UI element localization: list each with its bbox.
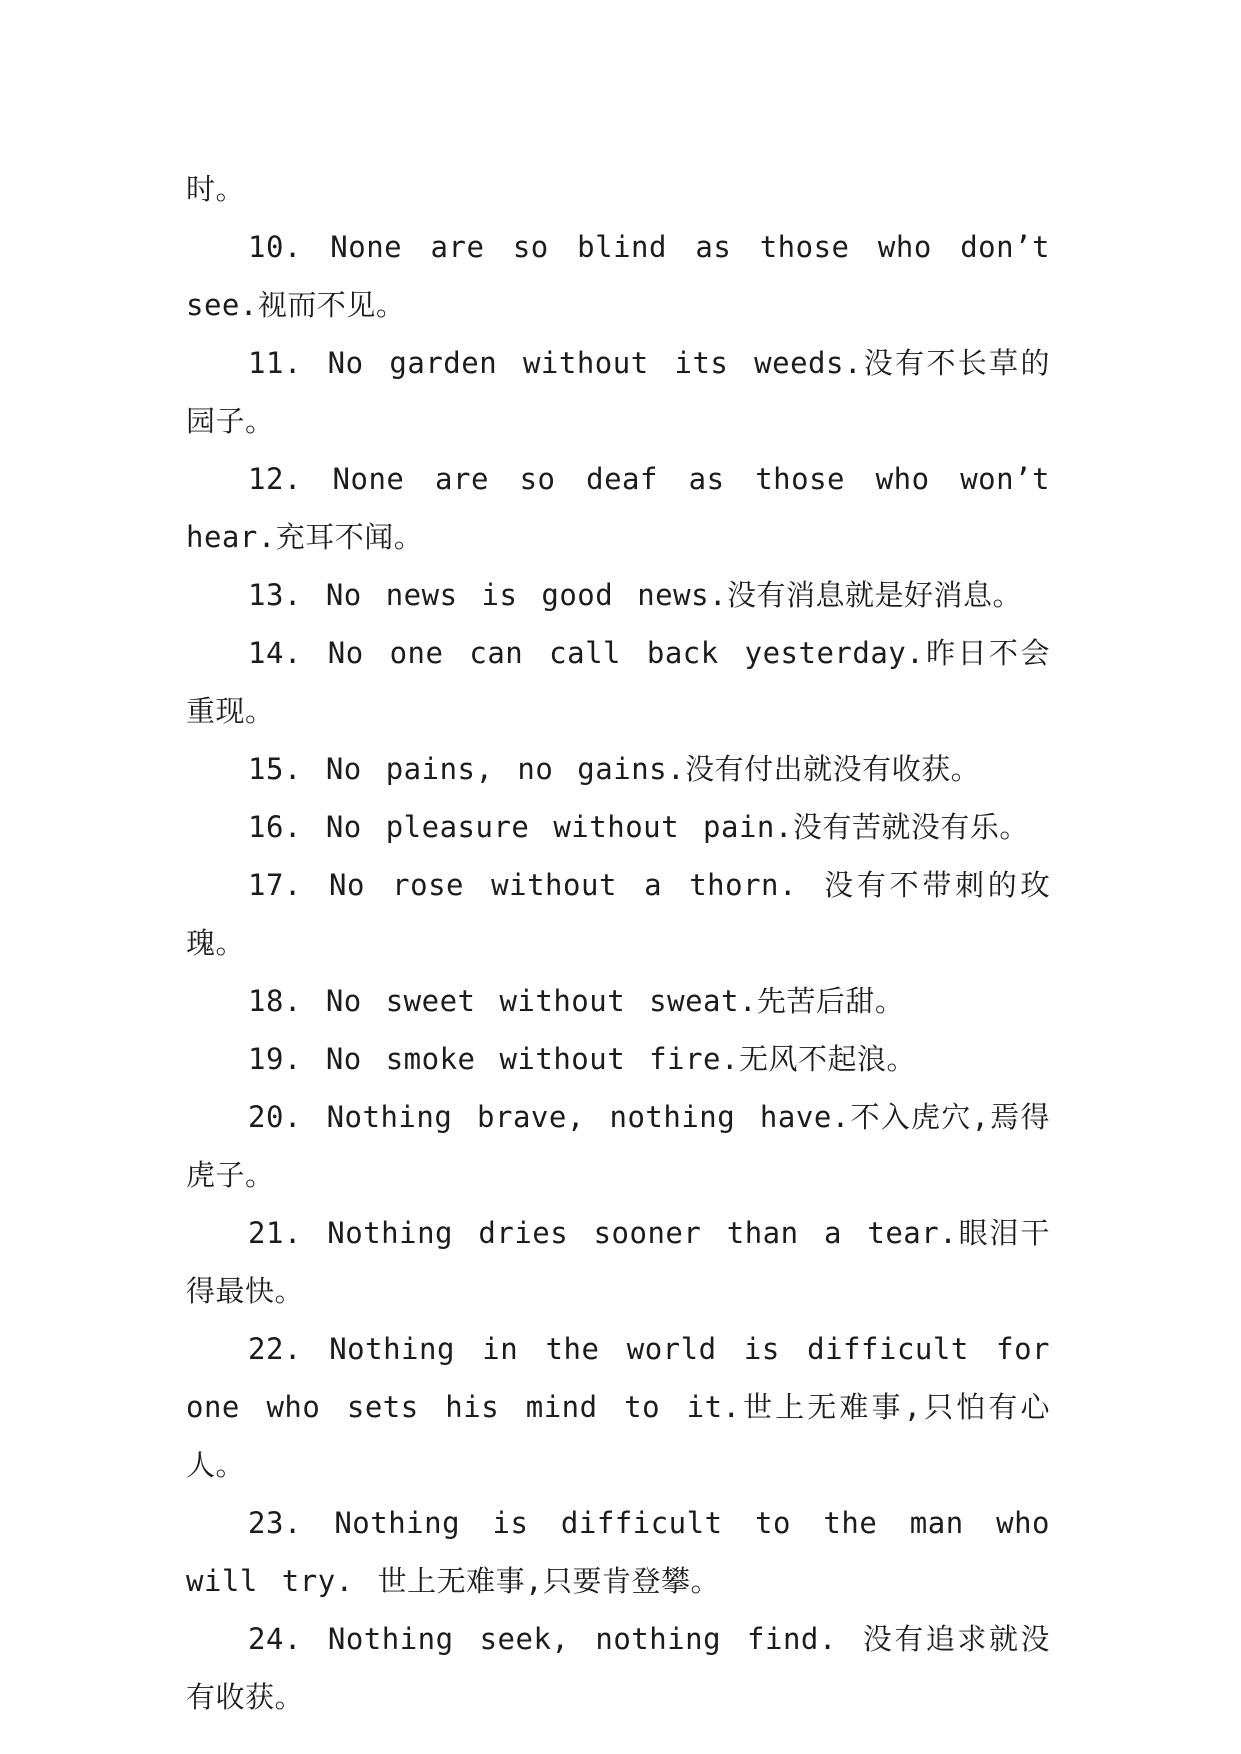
proverb-item-13: 13. No news is good news.没有消息就是好消息。 (248, 578, 1022, 612)
proverb-item-19: 19. No smoke without fire.无风不起浪。 (248, 1042, 916, 1076)
proverb-item-16: 16. No pleasure without pain.没有苦就没有乐。 (248, 810, 1029, 844)
proverb-item-24: 24. Nothing seek, nothing find. 没有追求就没有收获。 (186, 1622, 1050, 1714)
proverb-item-17: 17. No rose without a thorn. 没有不带刺的玫瑰。 (186, 868, 1050, 960)
proverb-item-23: 23. Nothing is difficult to the man who will try. 世上无难事,只要肯登攀。 (186, 1506, 1050, 1598)
proverb-item-18: 18. No sweet without sweat.先苦后甜。 (248, 984, 905, 1018)
proverb-item-12: 12. None are so deaf as those who won’t hear.充耳不闻。 (186, 462, 1050, 554)
proverb-item-11: 11. No garden without its weeds.没有不长草的园子。 (186, 346, 1050, 438)
proverb-item-22: 22. Nothing in the world is difficult for one who sets his mind to it.世上无难事,只怕有心人。 (186, 1332, 1050, 1482)
continued-fragment: 时。 (186, 172, 246, 206)
proverb-item-21: 21. Nothing dries sooner than a tear.眼泪干得最快。 (186, 1216, 1050, 1308)
proverb-item-15: 15. No pains, no gains.没有付出就没有收获。 (248, 752, 981, 786)
proverb-item-10: 10. None are so blind as those who don’t see.视而不见。 (186, 230, 1050, 322)
proverb-item-14: 14. No one can call back yesterday.昨日不会重现。 (186, 636, 1050, 728)
proverb-item-20: 20. Nothing brave, nothing have.不入虎穴,焉得虎子。 (186, 1100, 1050, 1192)
document-body (186, 160, 1050, 1726)
